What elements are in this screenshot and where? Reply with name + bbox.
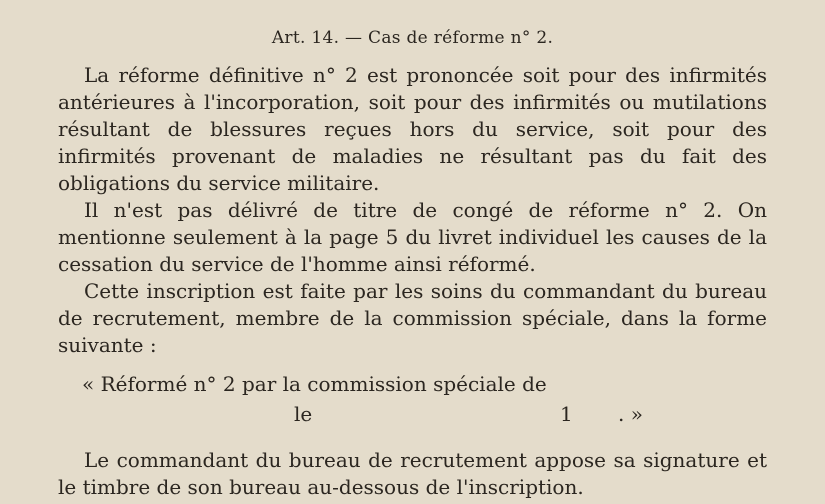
formula-line-1: « Réformé n° 2 par la commission spéciale de: [82, 372, 547, 396]
formula-date-le: le: [294, 402, 313, 426]
formula-closing-quote: . »: [618, 402, 643, 426]
paragraph-inscription: Cette inscription est faite par les soins du commandant du bureau de recrutement, membre de la commission spéciale, dans la forme suivante :: [58, 279, 767, 357]
paragraph-signature: Le commandant du bureau de recrutement appose sa signature et le timbre de son bureau au-dessous de l'inscription.: [58, 448, 767, 499]
formula-year-digit: 1: [560, 402, 573, 426]
inscription-formula: [58, 369, 767, 429]
formula-line-2: [58, 399, 767, 429]
paragraph-reforme-definitive: La réforme définitive n° 2 est prononcée soit pour des infirmités antérieures à l'incorporation, soit pour des infirmités ou mutilations résultant de blessures reçues hors du service, soit pour des infirmités provenant de maladies ne résultant pas du fait des obligations du service militaire.: [58, 63, 767, 195]
article-heading: Art. 14. — Cas de réforme n° 2.: [271, 28, 554, 48]
paragraph-titre-conge: Il n'est pas délivré de titre de congé de réforme n° 2. On mentionne seulement à la page 5 du livret individuel les causes de la cessation du service de l'homme ainsi réformé.: [58, 198, 767, 276]
